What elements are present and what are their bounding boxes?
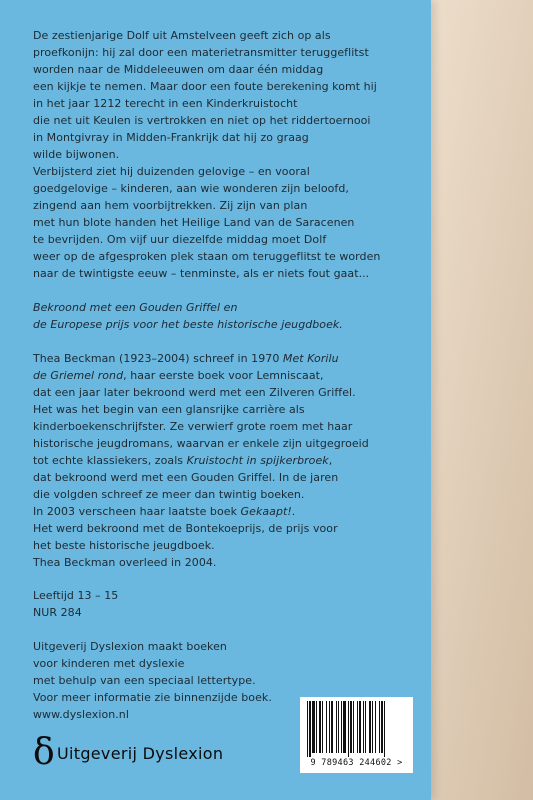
blurb-line: De zestienjarige Dolf uit Amstelveen geeft zich op als <box>33 29 331 42</box>
barcode-bar <box>363 701 364 753</box>
bio-line: het beste historische jeugdboek. <box>33 539 215 552</box>
publisher-logo <box>33 734 233 774</box>
blurb-line: te bevrijden. Om vijf uur diezelfde middag moet Dolf <box>33 233 327 246</box>
blurb-line: in het jaar 1212 terecht in een Kinderkruistocht <box>33 97 298 110</box>
barcode-bar <box>326 701 327 753</box>
book-meta <box>33 587 425 621</box>
bio-line: Thea Beckman overleed in 2004. <box>33 556 217 569</box>
publisher-line: voor kinderen met dyslexie <box>33 657 185 670</box>
barcode-bar <box>319 701 321 753</box>
barcode-bar <box>341 701 342 753</box>
bio-line: de Griemel rond, haar eerste boek voor Lemniscaat, <box>33 369 324 382</box>
publisher-line: met behulp van een speciaal lettertype. <box>33 674 256 687</box>
blurb-line: met hun blote handen het Heilige Land van de Saracenen <box>33 216 355 229</box>
barcode-bar <box>372 701 373 753</box>
barcode-bar <box>353 701 354 753</box>
bio-line: Thea Beckman (1923–2004) schreef in 1970 Met Korilu <box>33 352 339 365</box>
barcode-bars <box>305 701 408 757</box>
blurb-line: Verbijsterd ziet hij duizenden gelovige – en vooral <box>33 165 310 178</box>
bio-line: kinderboekenschrijfster. Ze verwierf grote roem met haar <box>33 420 353 433</box>
blurb-line: proefkonijn: hij zal door een materietransmitter teruggeflitst <box>33 46 369 59</box>
barcode-bar <box>350 701 352 753</box>
book-title: Met Korilu <box>282 352 339 365</box>
blurb-line: weer op de afgesproken plek staan om teruggeflitst te worden <box>33 250 381 263</box>
book-title: Kruistocht in spijkerbroek <box>186 454 329 467</box>
barcode-bar <box>359 701 361 753</box>
bio-line: historische jeugdromans, waarvan er enkele zijn uitgegroeid <box>33 437 369 450</box>
barcode-bar <box>322 701 323 753</box>
bio-line: Het werd bekroond met de Bontekoeprijs, de prijs voor <box>33 522 338 535</box>
barcode-bar <box>369 701 371 753</box>
barcode-bar <box>343 701 346 753</box>
barcode-bar <box>336 701 337 753</box>
nur-code: NUR 284 <box>33 606 82 619</box>
blurb-line: zingend aan hem voorbijtrekken. Zij zijn van plan <box>33 199 308 212</box>
isbn-barcode <box>300 697 413 773</box>
bio-line: die volgden schreef ze meer dan twintig boeken. <box>33 488 305 501</box>
barcode-bar <box>309 701 311 757</box>
barcode-bar <box>348 701 349 757</box>
bio-line: Het was het begin van een glansrijke carrière als <box>33 403 305 416</box>
publisher-line: Uitgeverij Dyslexion maakt boeken <box>33 640 227 653</box>
blurb-line: wilde bijwonen. <box>33 148 120 161</box>
barcode-bar <box>357 701 358 753</box>
blurb-line: in Montgivray in Midden-Frankrijk dat hij zo graag <box>33 131 309 144</box>
publisher-line: Voor meer informatie zie binnenzijde boek. <box>33 691 272 704</box>
isbn-digits: 9 789463 244602 > <box>310 758 403 768</box>
award-note <box>33 299 425 333</box>
barcode-bar <box>375 701 376 753</box>
cover-text <box>33 27 425 723</box>
bio-line: dat een jaar later bekroond werd met een Zilveren Griffel. <box>33 386 356 399</box>
barcode-bar <box>307 701 308 757</box>
book-title: Gekaapt! <box>240 505 292 518</box>
publisher-url: www.dyslexion.nl <box>33 708 129 721</box>
blurb-paragraph <box>33 27 425 282</box>
book-title: de Griemel rond <box>33 369 124 382</box>
barcode-bar <box>384 701 385 757</box>
blurb-line: die net uit Keulen is vertrokken en niet op het riddertoernooi <box>33 114 371 127</box>
bio-line: dat bekroond werd met een Gouden Griffel. In de jaren <box>33 471 339 484</box>
blurb-line: goedgelovige – kinderen, aan wie wonderen zijn beloofd, <box>33 182 349 195</box>
age-range: Leeftijd 13 – 15 <box>33 589 119 602</box>
barcode-bar <box>381 701 383 753</box>
bio-line: tot echte klassiekers, zoals Kruistocht in spijkerbroek, <box>33 454 333 467</box>
barcode-bar <box>379 701 380 753</box>
barcode-bar <box>312 701 315 753</box>
bio-line: In 2003 verscheen haar laatste boek Gekaapt!. <box>33 505 296 518</box>
award-line: de Europese prijs voor het beste historische jeugdboek. <box>33 318 343 331</box>
blurb-line: naar de twintigste eeuw – tenminste, als er niets fout gaat... <box>33 267 370 280</box>
author-bio <box>33 350 425 571</box>
barcode-bar <box>316 701 317 753</box>
blurb-line: een kijkje te nemen. Maar door een foute berekening komt hij <box>33 80 377 93</box>
barcode-bar <box>331 701 333 753</box>
barcode-bar <box>338 701 339 753</box>
blurb-line: worden naar de Middeleeuwen om daar één middag <box>33 63 324 76</box>
barcode-bar <box>365 701 366 753</box>
delta-logo-icon: δ <box>33 732 55 773</box>
barcode-bar <box>329 701 330 753</box>
award-line: Bekroond met een Gouden Griffel en <box>33 301 238 314</box>
publisher-name: Uitgeverij Dyslexion <box>57 744 224 763</box>
